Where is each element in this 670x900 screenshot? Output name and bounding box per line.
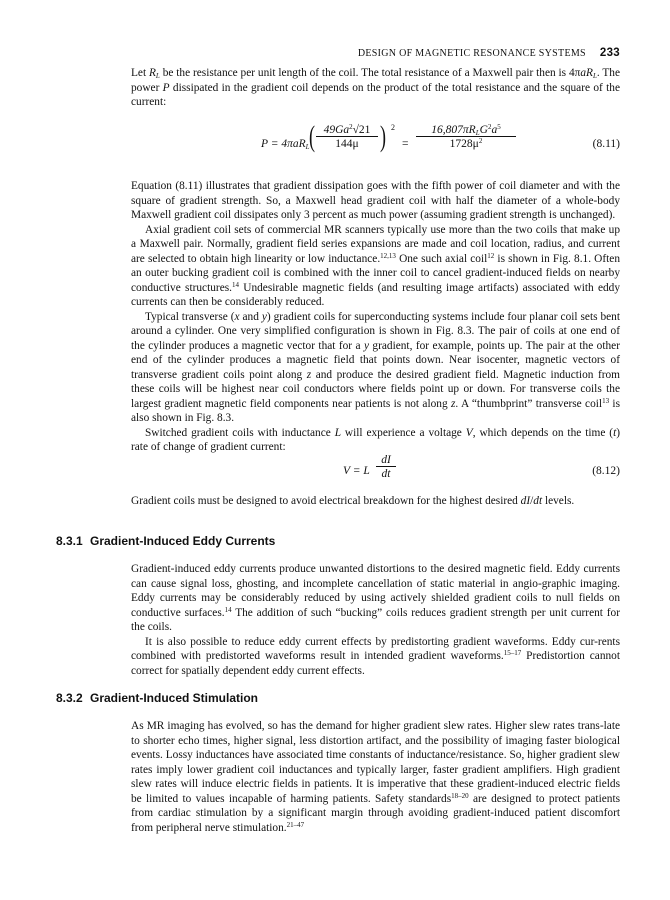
eq812-lhs: V = L xyxy=(343,465,370,477)
equals-sign: = xyxy=(402,138,409,150)
fraction-1 xyxy=(316,124,378,150)
fraction-1-denominator: 144μ xyxy=(316,136,378,150)
eq811-lhs: P = 4πaR$_L$ xyxy=(261,138,310,151)
section-title: Gradient-Induced Eddy Currents xyxy=(90,534,276,548)
paragraph-stimulation: As MR imaging has evolved, so has the demand for higher gradient slew rates. Higher slew rates trans-late to shorter echo times, higher signal, less distortion artifact, and the possibility of imaging faster biological events. Lossy inductances have associated time constants of inductance/resistance. So, higher gradient slew rates imply lower gradient coil inductances and typically larger, faster gradient amplifiers. High gradient slew rates will induce electric fields in patients. It is imperative that these gradient-induced electric fields be limited to values incapable of harming patients. Safety standards$^{18-20}$ are designed to protect patients from cardiac stimulation by a significant margin through avoiding gradient-induced patient discomfort from peripheral nerve stimulation.$^{21-47}$ xyxy=(131,720,621,834)
fraction-1-numerator: 49Ga$^2$√21 xyxy=(323,123,371,136)
page-number: 233 xyxy=(599,47,620,59)
section-heading-8-3-2: 8.3.2 Gradient-Induced Stimulation xyxy=(56,691,259,705)
paragraphs-eddy: Gradient-induced eddy currents produce unwanted distortions to the desired magnetic field. Eddy currents can cause signal loss, ghosting, and incomplete cancellation of static material in angio-graphic imaging. Eddy currents may be considerably reduced by using actively shielded gradient coils to null fields on conductive surfaces.$^{14}$ The addition of such “bucking” coils reduces gradient strength per unit current for the coils. It is also possible to reduce eddy current effects by predistorting gradient waveforms. Eddy cur-rents combined with predistorted waveforms result in intended gradient waveforms.$^{15-17}$ Predistortion cannot correct for spatially dependent eddy current effects. xyxy=(131,563,620,677)
running-title: DESIGN OF MAGNETIC RESONANCE SYSTEMS xyxy=(357,48,586,59)
fraction-2-numerator: $16,807\pi R_LG^2a^5$ xyxy=(431,123,501,137)
paragraphs-main: Equation (8.11) illustrates that gradient dissipation goes with the fifth power of coil diameter and with the square of gradient strength. So, a Maxwell head gradient coil with half the diameter of a whole-body Maxwell gradient coil dissipates only 3 percent as much power (assuming gradient strength is unchanged). Axial gradient coil sets of commercial MR scanners typically use more than the two coils that make up a Maxwell pair. Normally, gradient field series expansions are made and coil location, radius, and current are selected to obtain high linearity or low inductance.$^{12,13}$ One such axial coil$^{12}$ is shown in Fig. 8.1. Often an outer bucking gradient coil is combined with the inner coil to cancel gradient-induced fields on nearby conductive structures.$^{14}$ Undesirable magnetic fields (and resulting image artifacts) associated with eddy currents can then be considerably reduced. Typical transverse (x and y) gradient coils for superconducting systems include four planar coil sets bent around a cylinder. One very simplified configuration is shown in Fig. 8.3. The pair of coils at one end of the cylinder produces a magnetic vector that for a y gradient, for example, points up. The pair at the other end of the cylinder produces a magnetic field that points down. Near isocenter, magnetic vectors of transverse gradient coils point along z and produce the desired gradient field. Magnetic induction from these coils will be highest near coil conductors where fields point up or down. For transverse coils the largest gradient magnetic field components near patients is not along z. A “thumbprint” transverse coil$^{13}$ is also shown in Fig. 8.3. Switched gradient coils with inductance L will experience a voltage V, which depends on the time (t) rate of change of gradient current: xyxy=(131,180,621,453)
paragraph-intro: Let $R_L$ be the resistance per unit length of the coil. The total resistance of a Maxwell pair then is 4πaR$_L$. The power P dissipated in the gradient coil depends on the product of the total resistance and the square of the current: xyxy=(131,67,621,108)
right-paren: ) xyxy=(380,120,386,153)
section-title: Gradient-Induced Stimulation xyxy=(90,691,259,705)
derivative-denominator: dt xyxy=(376,466,396,480)
left-paren: ( xyxy=(309,120,315,153)
paragraph-breakdown: Gradient coils must be designed to avoid electrical breakdown for the highest desired dI/dt levels. xyxy=(131,495,575,507)
derivative-fraction xyxy=(376,454,396,480)
equation-number: (8.12) xyxy=(592,465,620,477)
equation-8-11: P = 4πaR$_L$ ( $\frac{49Ga^2√21}{144\mu}$ ) 2 = $16,807\pi R_LG^2a^5$ $1728\mu^2$ (8.11) xyxy=(261,120,620,153)
equation-number: (8.11) xyxy=(592,138,620,150)
fraction-2-denominator: $1728\mu^2$ xyxy=(416,136,516,150)
running-header xyxy=(120,47,620,59)
section-heading-8-3-1: 8.3.1 Gradient-Induced Eddy Currents xyxy=(56,534,276,548)
fraction-2 xyxy=(416,124,516,150)
derivative-numerator: dI xyxy=(381,454,391,466)
